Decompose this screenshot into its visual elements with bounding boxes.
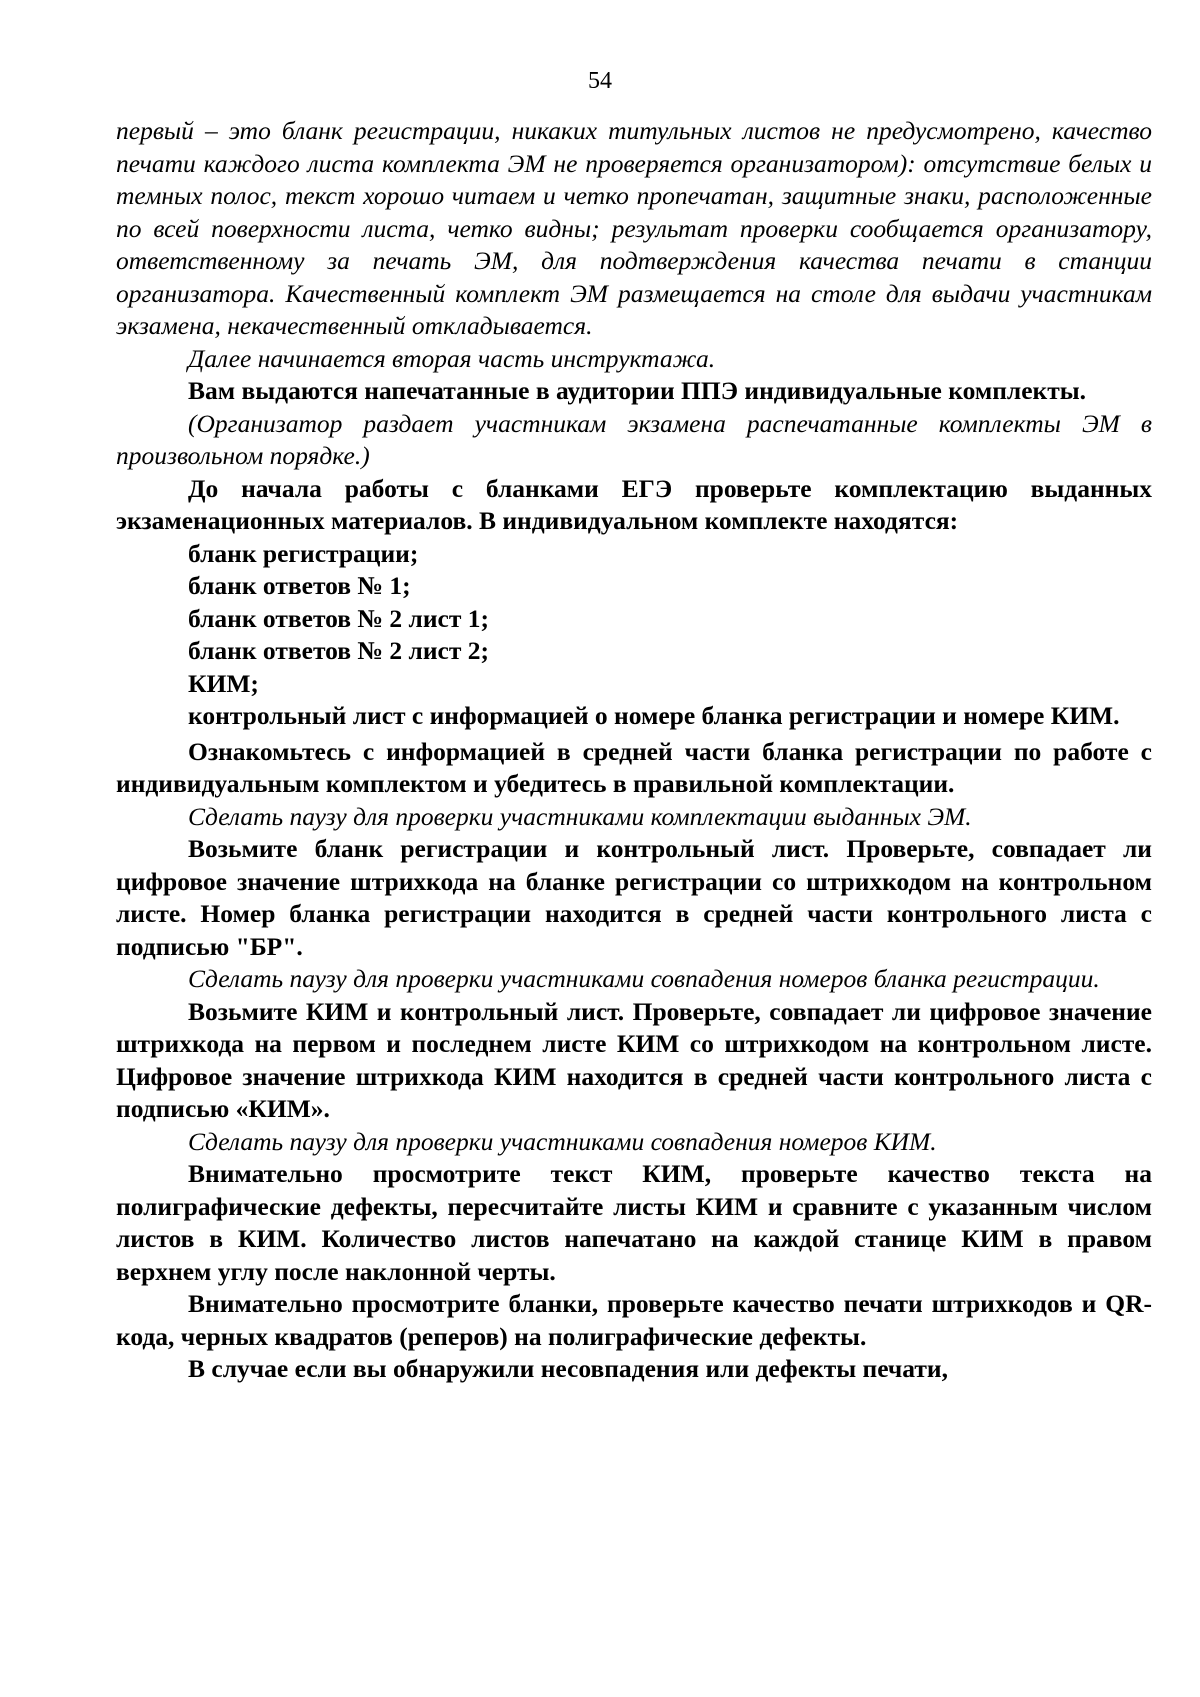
list-item-control-sheet: контрольный лист с информацией о номере бланка регистрации и номере КИМ. xyxy=(188,701,1120,730)
list-item-registration-form: бланк регистрации; xyxy=(188,538,419,568)
page-number: 54 xyxy=(588,68,612,94)
paragraph-check-contents: До начала работы с бланками ЕГЭ проверьте комплектацию выданных экзаменационных материалов. В индивидуальном комплекте находятся: xyxy=(116,473,1152,535)
paragraph-kits-issued: Вам выдаются напечатанные в аудитории ППЭ индивидуальные комплекты. xyxy=(188,376,1087,405)
document-body xyxy=(116,115,1152,1386)
list-item-answer-form-2-sheet-2: бланк ответов № 2 лист 2; xyxy=(188,636,489,665)
list-item-answer-form-2-sheet-1: бланк ответов № 2 лист 1; xyxy=(188,603,489,633)
paragraph-pause-kim: Сделать паузу для проверки участниками совпадения номеров КИМ. xyxy=(188,1126,937,1156)
paragraph-pause-kit-check: Сделать паузу для проверки участниками комплектации выданных ЭМ. xyxy=(188,801,972,831)
paragraph-instruction-part-two: Далее начинается вторая часть инструктажа. xyxy=(188,343,716,373)
list-item-kim: КИМ; xyxy=(188,668,259,698)
paragraph-review-kim: Внимательно просмотрите текст КИМ, проверьте качество текста на полиграфические дефекты, пересчитайте листы КИМ и сравните с указанным числом листов в КИМ. Количество листов напечатано на каждой станице КИМ в правом верхнем углу после наклонной черты. xyxy=(116,1159,1152,1286)
paragraph-kim-barcode: Возьмите КИМ и контрольный лист. Проверьте, совпадает ли цифровое значение штрихкода на первом и последнем листе КИМ со штрихкодом на контрольном листе. Цифровое значение штрихкода КИМ находится в средней части контрольного листа с подписью «КИМ». xyxy=(116,996,1152,1123)
list-item-answer-form-1: бланк ответов № 1; xyxy=(188,571,411,600)
paragraph-pause-registration: Сделать паузу для проверки участниками совпадения номеров бланка регистрации. xyxy=(188,964,1100,993)
paragraph-registration-barcode: Возьмите бланк регистрации и контрольный лист. Проверьте, совпадает ли цифровое значение штрихкода на бланке регистрации со штрихкодом на контрольном листе. Номер бланка регистрации находится в средней части контрольного листа с подписью "БР". xyxy=(116,834,1152,961)
paragraph-organizer-distributes: (Организатор раздает участникам экзамена распечатанные комплекты ЭМ в произвольном порядке.) xyxy=(116,408,1152,470)
paragraph-review-forms: Внимательно просмотрите бланки, проверьте качество печати штрихкодов и QR-кода, черных квадратов (реперов) на полиграфические дефекты. xyxy=(116,1289,1152,1351)
paragraph-read-info: Ознакомьтесь с информацией в средней части бланка регистрации по работе с индивидуальным комплектом и убедитесь в правильной комплектации. xyxy=(116,736,1152,798)
paragraph-intro: первый – это бланк регистрации, никаких титульных листов не предусмотрено, качество печати каждого листа комплекта ЭМ не проверяется организатором): отсутствие белых и темных полос, текст хорошо читаем и четко пропечатан, защитные знаки, расположенные по всей поверхности листа, четко видны; результат проверки сообщается организатору, ответственному за печать ЭМ, для подтверждения качества печати в станции организатора. Качественный комплект ЭМ размещается на столе для выдачи участникам экзамена, некачественный откладывается. xyxy=(116,116,1152,340)
paragraph-defects: В случае если вы обнаружили несовпадения или дефекты печати, xyxy=(188,1354,948,1383)
